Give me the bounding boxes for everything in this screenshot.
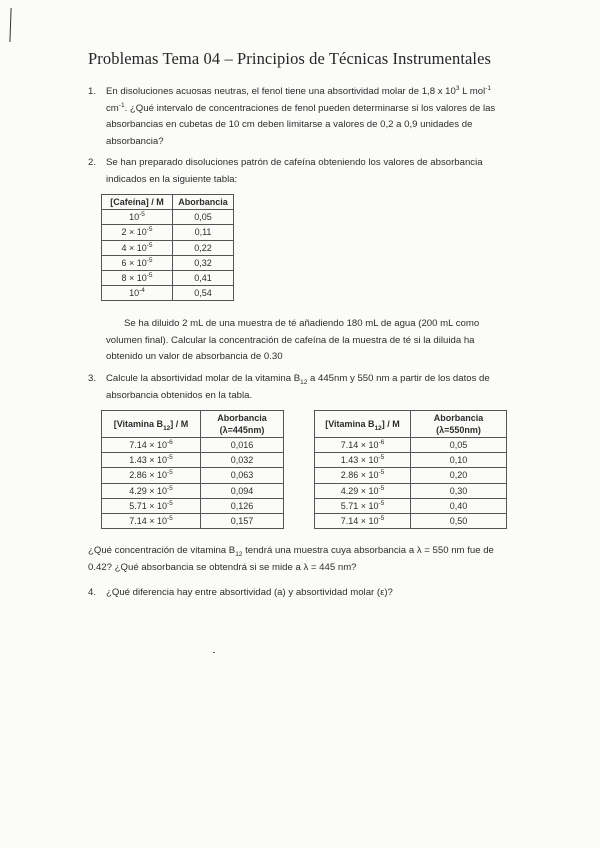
absorbance-cell: 0,50 xyxy=(411,513,507,528)
table-row xyxy=(102,453,284,468)
absorbance-cell: 0,40 xyxy=(411,498,507,513)
concentration-cell: $10^{-4}$ xyxy=(102,286,173,301)
absorbance-cell: 0,016 xyxy=(201,438,284,453)
absorbance-cell: 0,22 xyxy=(173,240,234,255)
table-row xyxy=(315,498,507,513)
question-4-number: 4. xyxy=(88,587,97,598)
question-1-text: En disoluciones acuosas neutras, el fenol tiene una absortividad molar de 1,8 x $10^3$ L mol$^{-1}$ $cm^{-1}$. ¿Qué intervalo de concentraciones de fenol pueden determinarse si los valores de las absorbancias en cubetas de 10 cm deben limitarse a valores de 0,2 a 0,9 unidades de absorbancia? xyxy=(106,84,496,147)
question-2 xyxy=(88,155,508,188)
question-3-number: 3. xyxy=(88,373,97,384)
concentration-cell: $1.43 \times 10^{-5}$ xyxy=(102,453,201,468)
absorbance-cell: 0,05 xyxy=(173,210,234,225)
stray-mark xyxy=(213,652,215,653)
table-row xyxy=(102,286,234,301)
concentration-cell: $8 \times 10^{-5}$ xyxy=(102,270,173,285)
concentration-cell: $10^{-5}$ xyxy=(102,210,173,225)
question-4 xyxy=(88,585,508,602)
absorbance-cell: 0,32 xyxy=(173,255,234,270)
absorbance-cell: 0,11 xyxy=(173,225,234,240)
table-row xyxy=(315,468,507,483)
concentration-cell: $2 \times 10^{-5}$ xyxy=(102,225,173,240)
table-row xyxy=(315,453,507,468)
concentration-cell: $5.71 \times 10^{-5}$ xyxy=(315,498,411,513)
absorbance-cell: 0,54 xyxy=(173,286,234,301)
concentration-cell: $4.29 \times 10^{-5}$ xyxy=(315,483,411,498)
concentration-cell: $1.43 \times 10^{-5}$ xyxy=(315,453,411,468)
column-header-concentration: [Cafeína] / M xyxy=(102,195,173,210)
concentration-cell: $4 \times 10^{-5}$ xyxy=(102,240,173,255)
table-row xyxy=(102,225,234,240)
caffeine-table xyxy=(101,194,234,301)
absorbance-cell: 0,10 xyxy=(411,453,507,468)
concentration-cell: $2.86 \times 10^{-5}$ xyxy=(102,468,201,483)
column-header-concentration: [Vitamina $B_{12}$] / M xyxy=(315,411,411,438)
concentration-cell: $7.14 \times 10^{-5}$ xyxy=(102,513,201,528)
table-row xyxy=(102,210,234,225)
concentration-cell: $7.14 \times 10^{-6}$ xyxy=(315,438,411,453)
vitamin-b12-table-550nm xyxy=(314,410,507,529)
question-3 xyxy=(88,371,508,404)
column-header-absorbance: Aborbancia (λ=550nm) xyxy=(411,411,507,438)
absorbance-cell: 0,094 xyxy=(201,483,284,498)
absorbance-cell: 0,032 xyxy=(201,453,284,468)
absorbance-cell: 0,157 xyxy=(201,513,284,528)
question-2-number: 2. xyxy=(88,157,97,168)
column-header-absorbance: Aborbancia (λ=445nm) xyxy=(201,411,284,438)
concentration-cell: $4.29 \times 10^{-5}$ xyxy=(102,483,201,498)
table-row xyxy=(315,483,507,498)
concentration-cell: $7.14 \times 10^{-6}$ xyxy=(102,438,201,453)
absorbance-cell: 0,30 xyxy=(411,483,507,498)
table-row xyxy=(102,468,284,483)
absorbance-cell: 0,20 xyxy=(411,468,507,483)
table-row xyxy=(315,438,507,453)
table-header-row xyxy=(315,411,507,438)
table-row xyxy=(102,513,284,528)
absorbance-cell: 0,41 xyxy=(173,270,234,285)
table-row xyxy=(102,255,234,270)
table-row xyxy=(102,483,284,498)
question-1 xyxy=(88,84,508,150)
concentration-cell: $6 \times 10^{-5}$ xyxy=(102,255,173,270)
absorbance-cell: 0,126 xyxy=(201,498,284,513)
margin-pen-mark xyxy=(9,8,11,42)
concentration-cell: $5.71 \times 10^{-5}$ xyxy=(102,498,201,513)
question-3-followup: ¿Qué concentración de vitamina $B_{12}$ tendrá una muestra cuya absorbancia a λ = 550 nm fue de 0.42? ¿Qué absorbancia se obtendrá si se mide a λ = 445 nm? xyxy=(88,545,494,573)
question-2-text: Se han preparado disoluciones patrón de cafeína obteniendo los valores de absorbancia indicados en la siguiente tabla: xyxy=(106,157,483,185)
question-1-number: 1. xyxy=(88,86,97,97)
table-row xyxy=(102,498,284,513)
table-row xyxy=(102,270,234,285)
table-header-row xyxy=(102,411,284,438)
absorbance-cell: 0,05 xyxy=(411,438,507,453)
table-header-row xyxy=(102,195,234,210)
page-title: Problemas Tema 04 – Principios de Técnicas Instrumentales xyxy=(88,49,492,68)
column-header-absorbance: Aborbancia xyxy=(173,195,234,210)
question-4-text: ¿Qué diferencia hay entre absortividad (a) y absortividad molar (ε)? xyxy=(106,587,393,598)
column-header-concentration: [Vitamina $B_{12}$] / M xyxy=(102,411,201,438)
absorbance-cell: 0,063 xyxy=(201,468,284,483)
concentration-cell: $2.86 \times 10^{-5}$ xyxy=(315,468,411,483)
concentration-cell: $7.14 \times 10^{-5}$ xyxy=(315,513,411,528)
question-2-followup: Se ha diluido 2 mL de una muestra de té añadiendo 180 mL de agua (200 mL como volumen final). Calcular la concentración de cafeína de la muestra de té si la diluida ha obtenido un valor de absorbancia de 0.30 xyxy=(106,318,480,362)
question-3-text: Calcule la absortividad molar de la vitamina $B_{12}$ a 445nm y 550 nm a partir de los datos de absorbancia obtenidos en la tabla. xyxy=(106,373,490,401)
vitamin-b12-table-445nm xyxy=(101,410,284,529)
table-row xyxy=(315,513,507,528)
table-row xyxy=(102,240,234,255)
table-row xyxy=(102,438,284,453)
